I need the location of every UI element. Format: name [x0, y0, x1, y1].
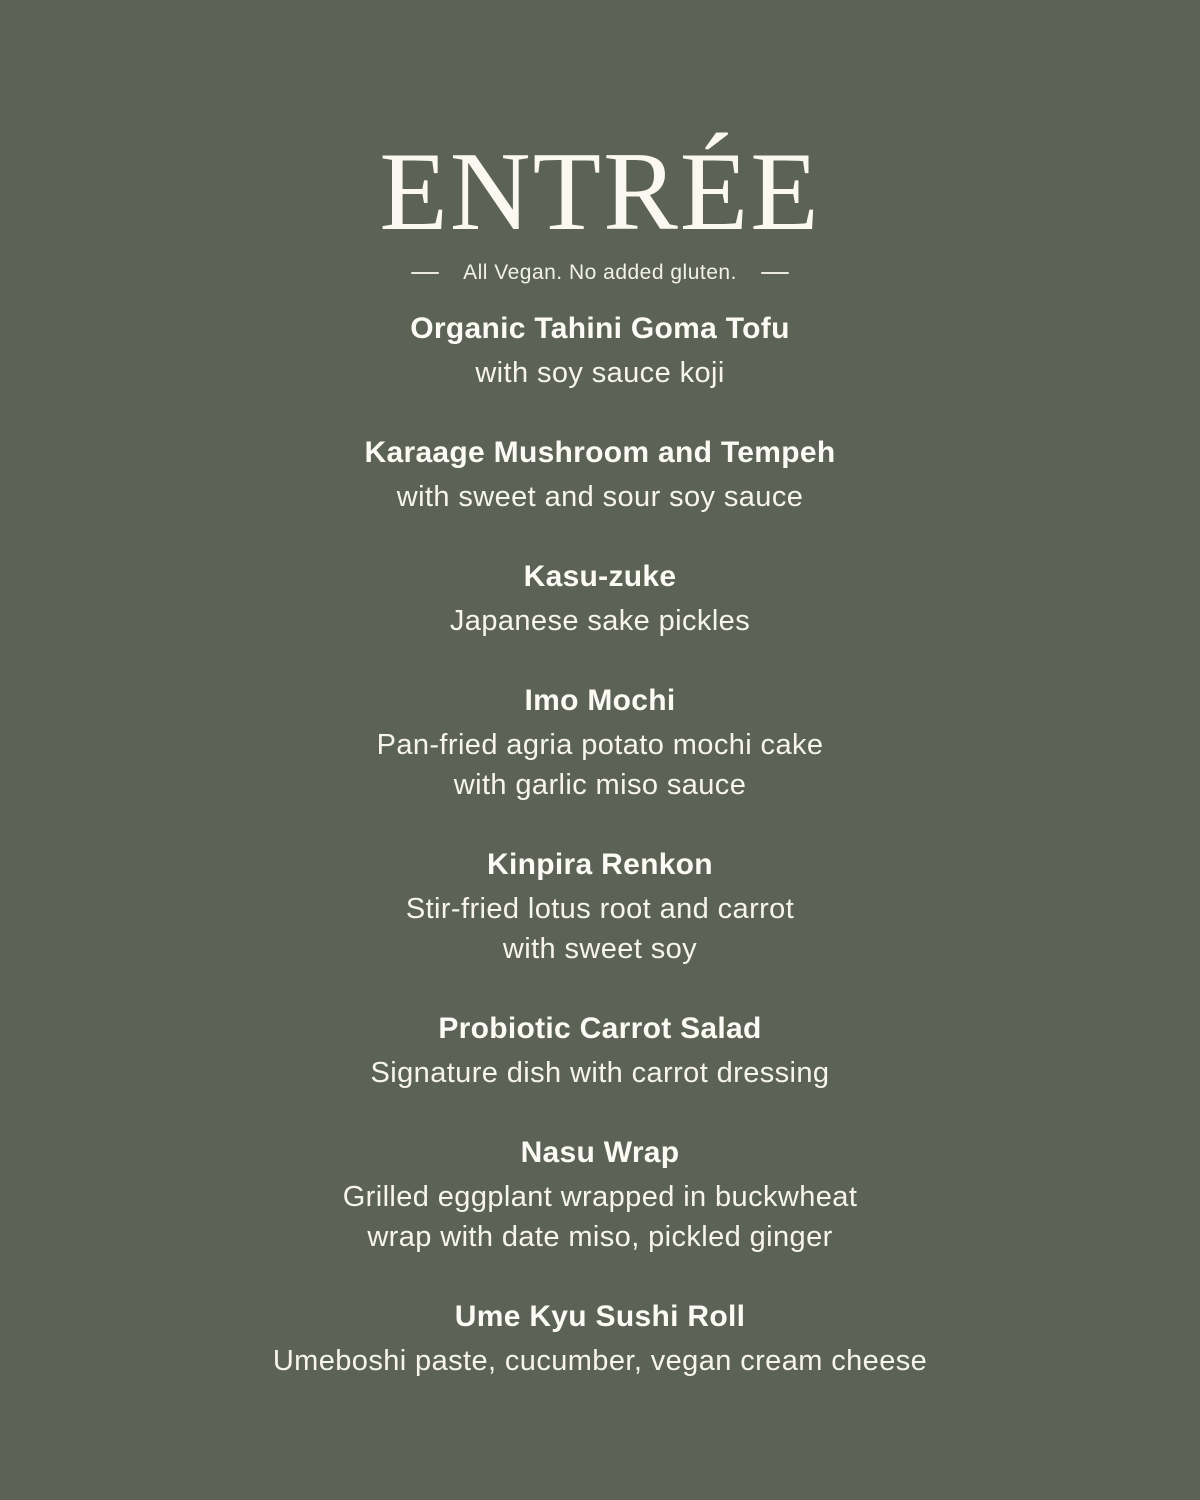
item-description [0, 477, 1200, 517]
menu-item-nasu-wrap [0, 1133, 1200, 1257]
item-description-line: with sweet soy [502, 933, 698, 966]
item-name: Nasu Wrap [520, 1136, 680, 1170]
item-description [0, 601, 1200, 641]
item-description-line: Grilled eggplant wrapped in buckwheat [342, 1181, 858, 1214]
tagline-text: All Vegan. No added gluten. [463, 261, 737, 285]
item-description-line: Umeboshi paste, cucumber, vegan cream cheese [272, 1345, 928, 1378]
menu-item-probiotic-carrot-salad [0, 1009, 1200, 1093]
item-description-line: Japanese sake pickles [449, 605, 751, 638]
item-name: Kasu-zuke [523, 560, 677, 594]
menu-item-organic-tahini-goma-tofu [0, 309, 1200, 393]
item-description-line: Stir-fried lotus root and carrot [405, 893, 795, 926]
item-description-line: with sweet and sour soy sauce [396, 481, 804, 514]
item-name: Probiotic Carrot Salad [438, 1012, 762, 1046]
item-description [0, 353, 1200, 393]
menu-item-ume-kyu-sushi-roll [0, 1297, 1200, 1381]
tagline-dash-right [761, 272, 789, 274]
item-name: Organic Tahini Goma Tofu [410, 312, 790, 346]
menu-item-karaage-mushroom-and-tempeh [0, 433, 1200, 517]
item-description-line: with garlic miso sauce [453, 769, 747, 802]
menu-item-kinpira-renkon [0, 845, 1200, 969]
tagline [0, 259, 1200, 287]
item-description [0, 1177, 1200, 1257]
item-description [0, 725, 1200, 805]
item-description-line: Signature dish with carrot dressing [370, 1057, 830, 1090]
item-description-line: Pan-fried agria potato mochi cake [376, 729, 824, 762]
item-description [0, 889, 1200, 969]
item-name: Kinpira Renkon [487, 848, 713, 882]
page-title: ENTRÉE [379, 130, 821, 254]
item-name: Ume Kyu Sushi Roll [454, 1300, 746, 1334]
item-description-line: with soy sauce koji [475, 357, 725, 390]
menu-list [0, 309, 1200, 1381]
menu-header [0, 0, 1200, 287]
tagline-dash-left [411, 272, 439, 274]
item-description [0, 1053, 1200, 1093]
item-description [0, 1341, 1200, 1381]
item-name: Karaage Mushroom and Tempeh [364, 436, 836, 470]
item-description-line: wrap with date miso, pickled ginger [367, 1221, 833, 1254]
menu-item-imo-mochi [0, 681, 1200, 805]
menu-item-kasu-zuke [0, 557, 1200, 641]
item-name: Imo Mochi [524, 684, 676, 718]
